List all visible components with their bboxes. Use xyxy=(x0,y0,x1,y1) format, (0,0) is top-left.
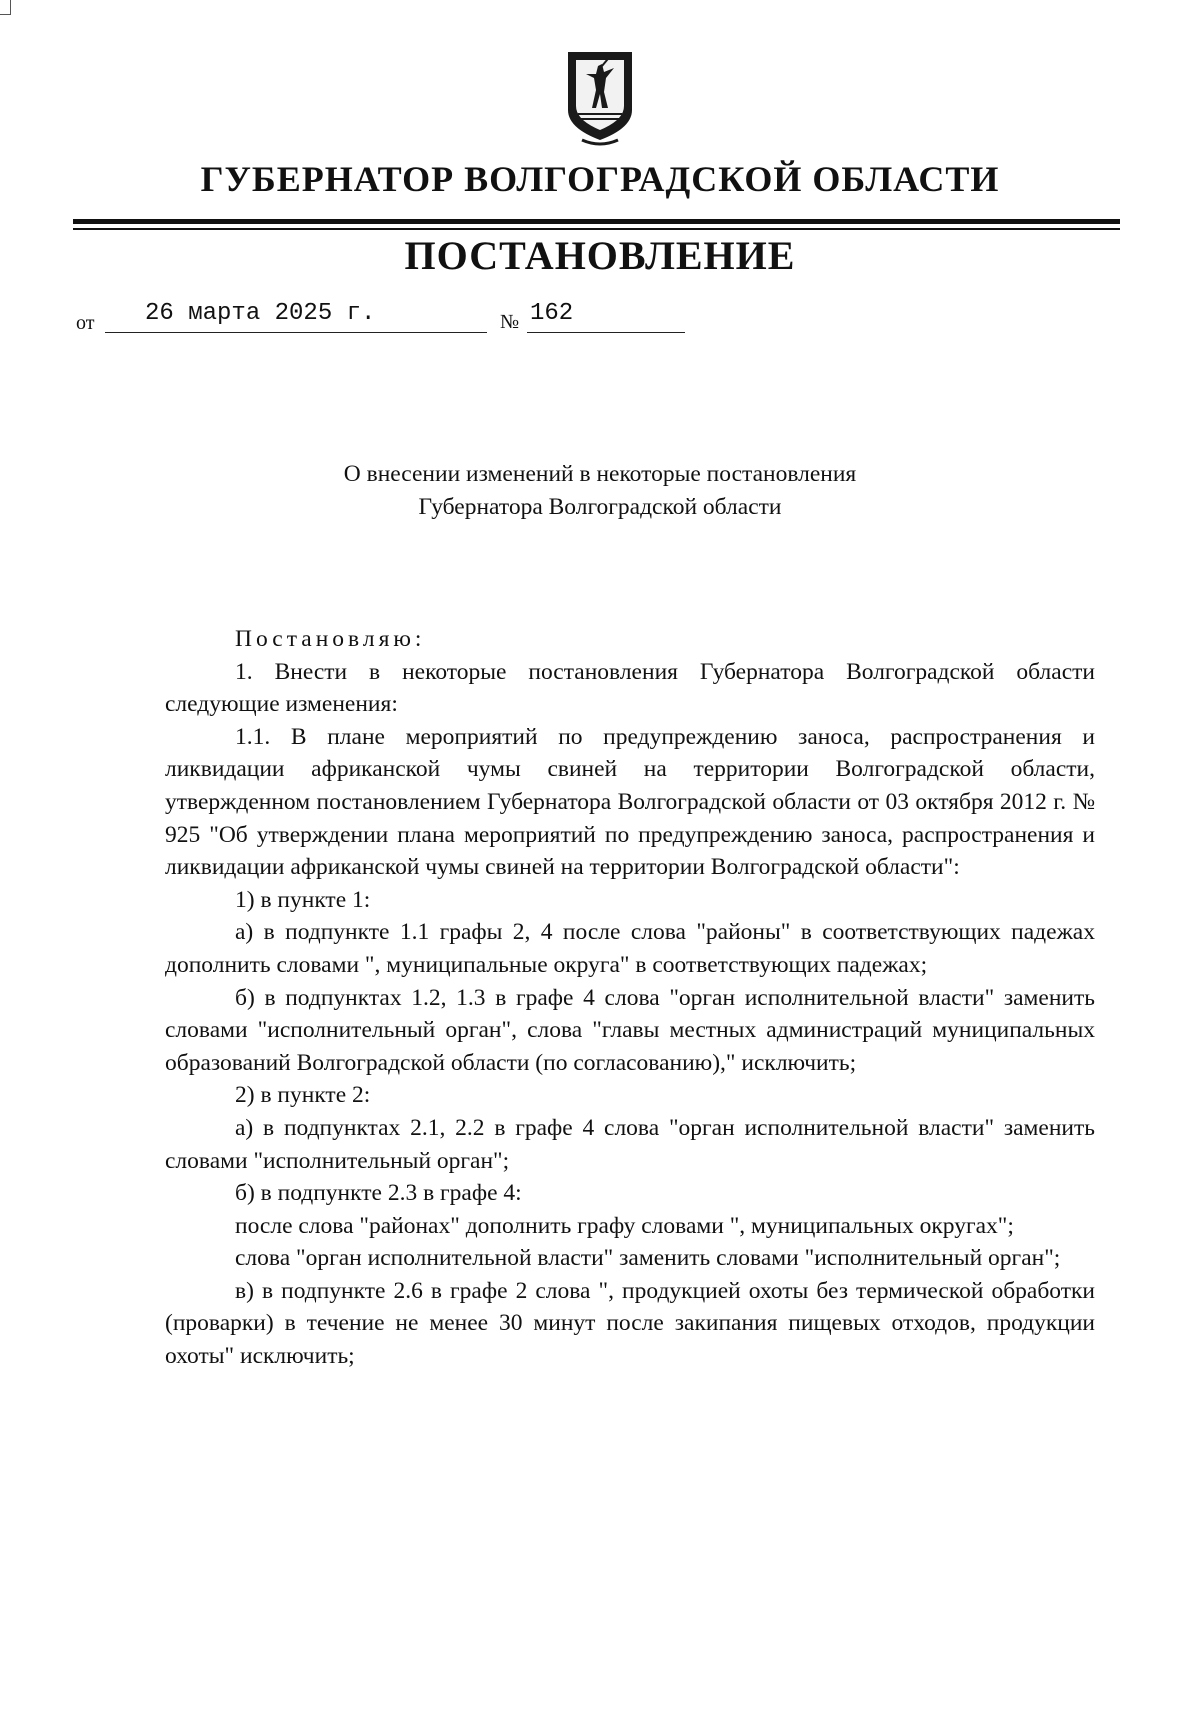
decree-subject-line-2: Губернатора Волгоградской области xyxy=(418,494,782,520)
body-paragraph: после слова "районах" дополнить графу словами ", муниципальных округах"; xyxy=(235,1212,1014,1239)
decree-subject xyxy=(0,458,1200,524)
date-label: от xyxy=(76,312,95,334)
body-paragraph: 1) в пункте 1: xyxy=(235,886,371,913)
number-underline xyxy=(527,332,685,333)
body-paragraph: слова "орган исполнительной власти" заменить словами "исполнительный орган"; xyxy=(235,1245,1061,1272)
date-value: 26 марта 2025 г. xyxy=(145,300,376,327)
decree-subject-line-1: О внесении изменений в некоторые постановления xyxy=(343,461,857,487)
volgograd-coat-of-arms-icon xyxy=(562,48,638,148)
body-paragraph: б) в подпунктах 1.2, 1.3 в графе 4 слова "орган исполнительной власти" заменить словами "исполнительный орган", слова "главы местных администраций муниципальных образований Волгоградской области (по согласованию)," исключить; xyxy=(165,984,1095,1076)
body-paragraph: б) в подпункте 2.3 в графе 4: xyxy=(235,1180,522,1207)
body-paragraph-resolve: Постановляю: xyxy=(235,626,426,652)
date-underline xyxy=(105,332,487,333)
body-paragraph: 1.1. В плане мероприятий по предупреждению заноса, распространения и ликвидации африканской чумы свиней на территории Волгоградской области, утвержденном постановлением Губернатора Волгоградской области от 03 октября 2012 г. № 925 "Об утверждении плана мероприятий по предупреждению заноса, распространения и ликвидации африканской чумы свиней на территории Волгоградской области": xyxy=(165,723,1095,881)
header-rule-thin xyxy=(73,228,1120,230)
scan-corner-mark xyxy=(0,0,11,15)
body-paragraph: 2) в пункте 2: xyxy=(235,1082,371,1109)
body-paragraph: а) в подпунктах 2.1, 2.2 в графе 4 слова "орган исполнительной власти" заменить словами "исполнительный орган"; xyxy=(165,1114,1095,1174)
decree-body xyxy=(165,623,1095,1373)
coat-of-arms-graphic xyxy=(562,48,638,148)
body-paragraph: 1. Внести в некоторые постановления Губернатора Волгоградской области следующие изменения: xyxy=(165,658,1095,718)
header-rule-thick xyxy=(73,219,1120,224)
number-value: 162 xyxy=(530,300,574,327)
number-label: № xyxy=(500,311,520,333)
body-paragraph: а) в подпункте 1.1 графы 2, 4 после слова "районы" в соответствующих падежах дополнить словами ", муниципальные округа" в соответствующих падежах; xyxy=(165,919,1095,978)
issuing-authority: ГУБЕРНАТОР ВОЛГОГРАДСКОЙ ОБЛАСТИ xyxy=(200,159,1000,199)
document-type-title: ПОСТАНОВЛЕНИЕ xyxy=(404,233,796,278)
body-paragraph: в) в подпункте 2.6 в графе 2 слова ", продукцией охоты без термической обработки (проварки) в течение не менее 30 минут после закипания пищевых отходов, продукции охоты" исключить; xyxy=(165,1277,1095,1370)
